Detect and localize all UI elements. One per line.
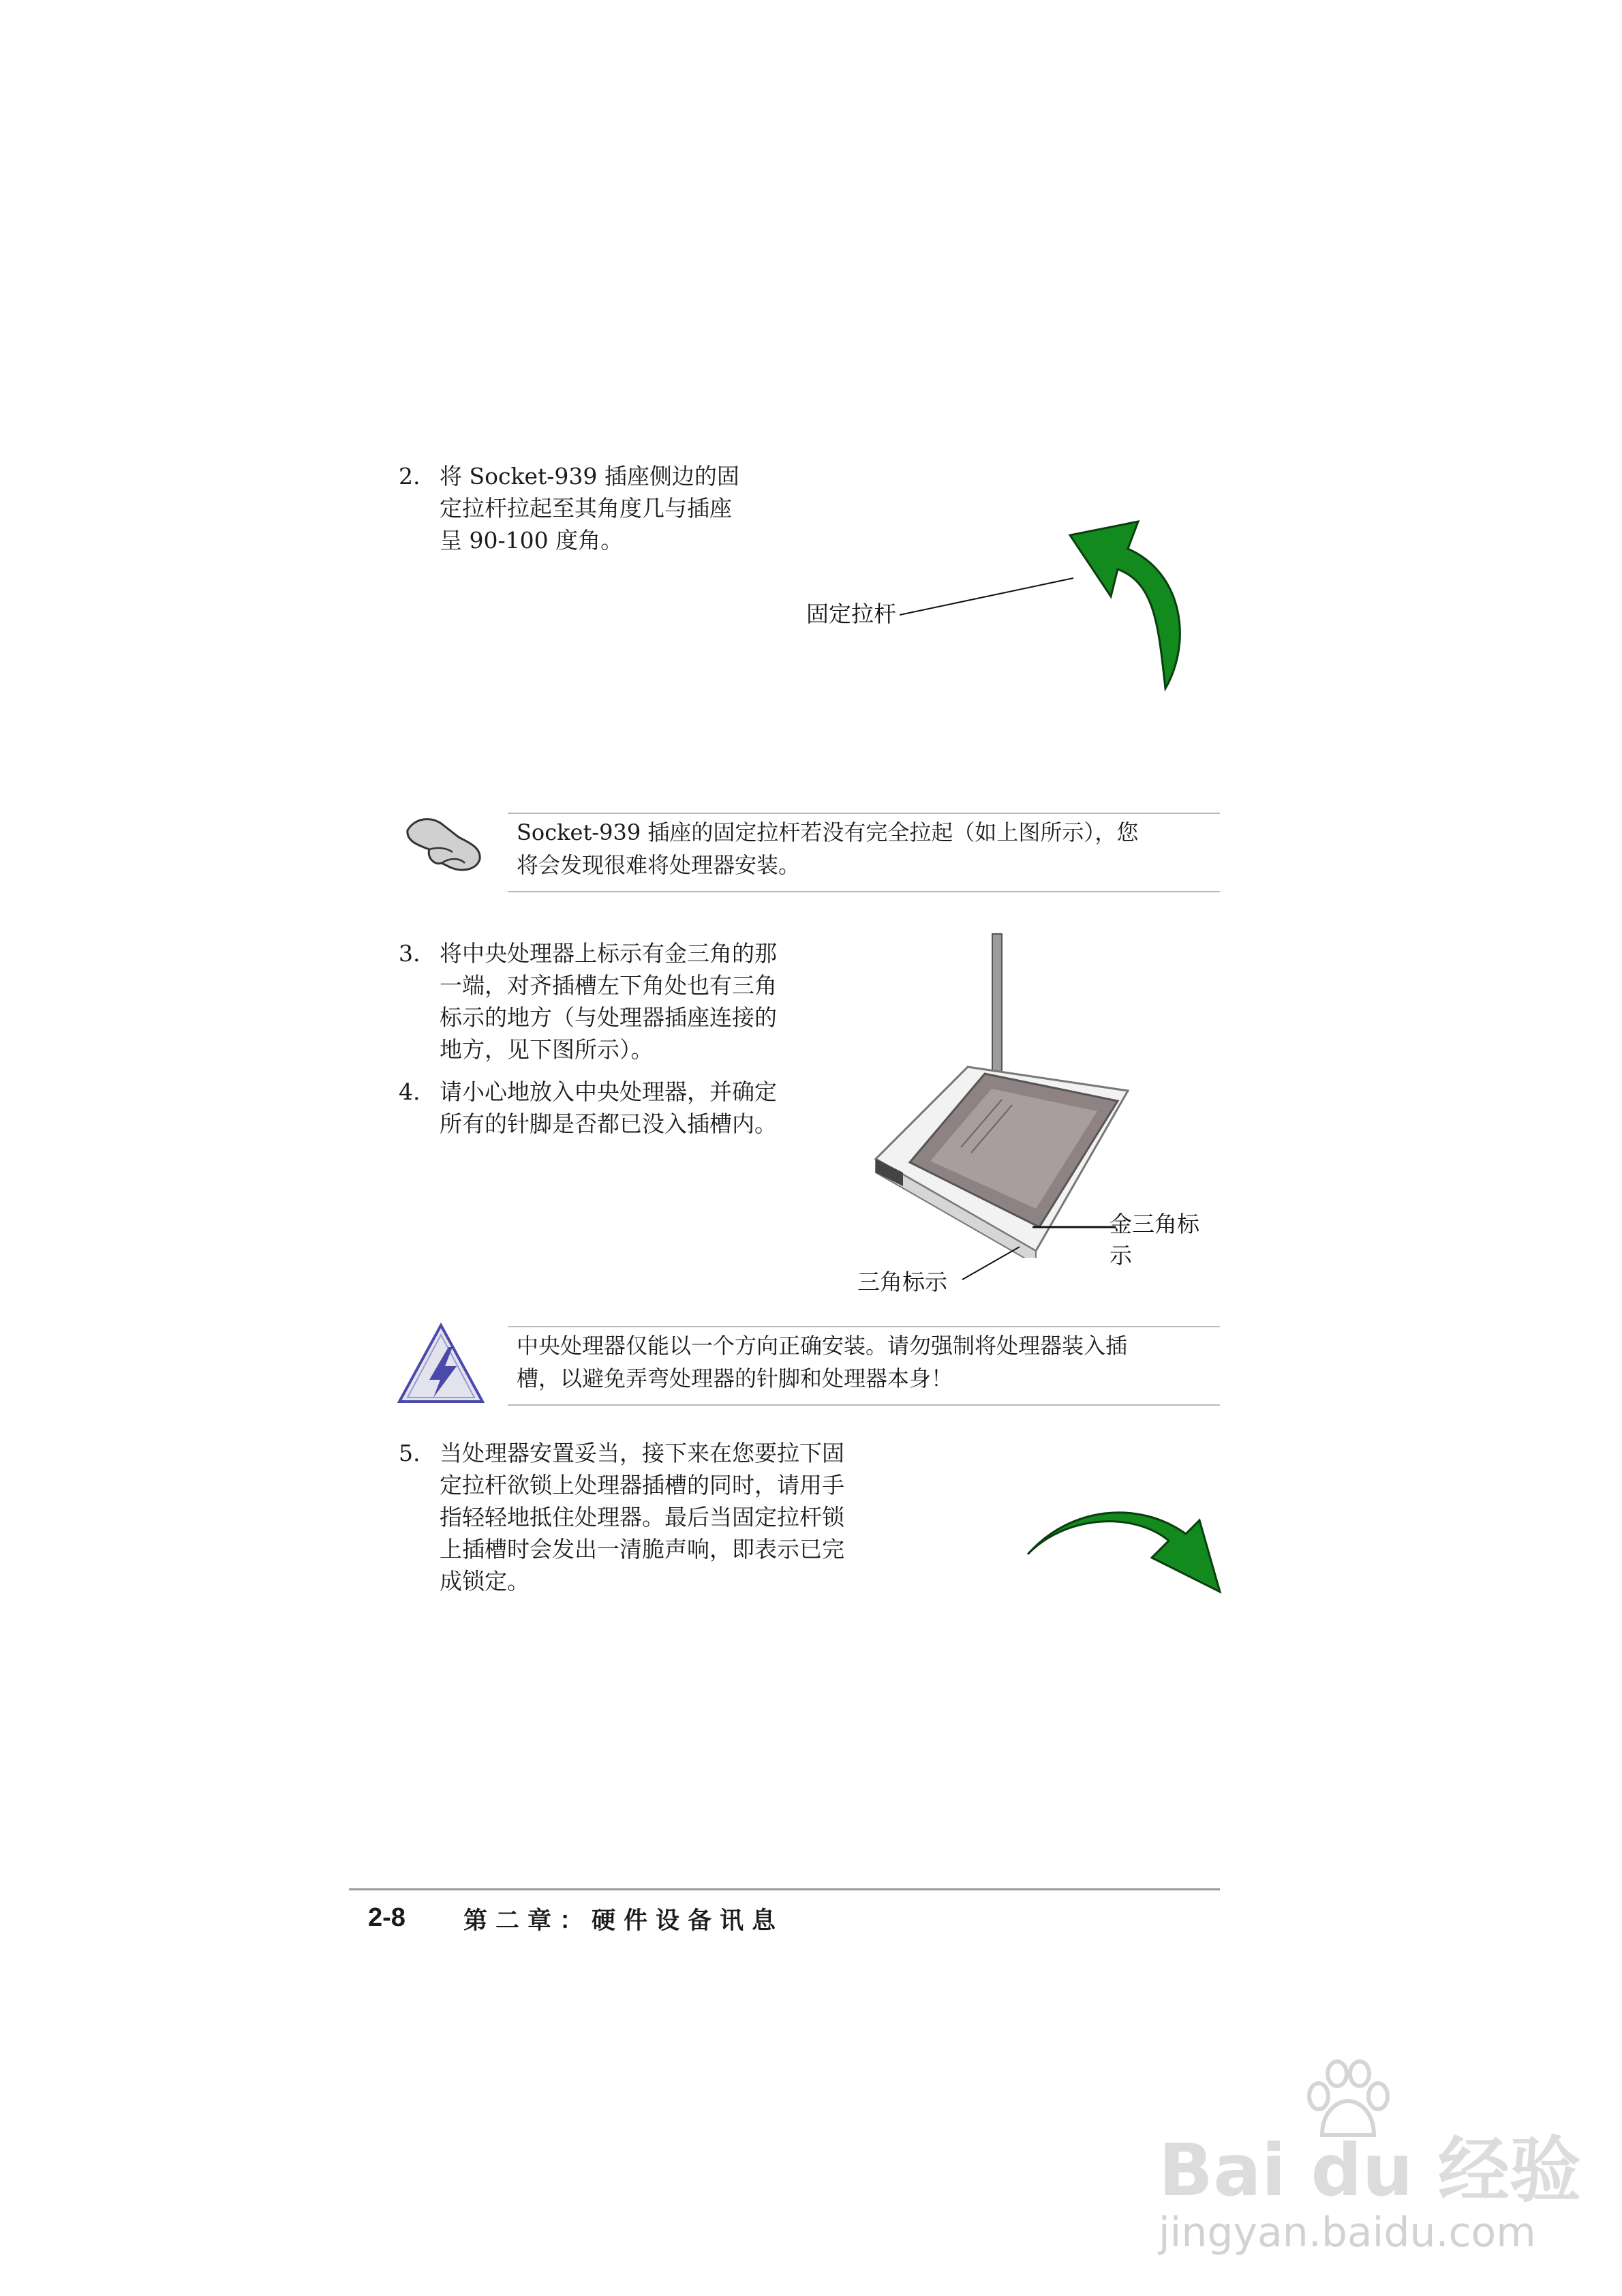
watermark-brand: Bai du 经验: [1159, 2129, 1581, 2212]
step-3: [399, 937, 842, 1067]
hand-note-icon: [401, 810, 489, 885]
step-text: 请小心地放入中央处理器，并确定 所有的针脚是否都已没入插槽内。: [440, 1078, 777, 1137]
step-4: [399, 1076, 842, 1144]
gold-triangle-leader-line: [1032, 1220, 1118, 1234]
lever-callout: 固定拉杆: [806, 601, 896, 627]
lever-leader-line: [900, 573, 1077, 620]
warning-icon: [395, 1321, 487, 1406]
page-number: 2-8: [368, 1903, 406, 1932]
step-text: 将中央处理器上标示有金三角的那 一端，对齐插槽左下角处也有三角 标示的地方（与处理器插座连接的 地方，见下图所示）。: [440, 940, 777, 1063]
lever-down-arrow-icon: [1022, 1510, 1227, 1599]
step-number: 3.: [399, 940, 420, 967]
step-2: [399, 460, 808, 562]
step-text: 将 Socket-939 插座侧边的固 定拉杆拉起至其角度几与插座 呈 90-100 度角。: [440, 463, 739, 554]
note-2-top-rule: [508, 1326, 1220, 1327]
note-1-text: Socket-939 插座的固定拉杆若没有完全拉起（如上图所示），您 将会发现很难将处理器安装。: [517, 819, 1139, 878]
note-1-top-rule: [508, 813, 1220, 814]
gold-triangle-callout: 金三角标 示: [1110, 1211, 1199, 1269]
watermark-url: jingyan.baidu.com: [1159, 2209, 1536, 2256]
step-number: 4.: [399, 1078, 420, 1105]
note-2-text: 中央处理器仅能以一个方向正确安装。请勿强制将处理器装入插 槽，以避免弄弯处理器的针脚和处理器本身！: [517, 1333, 1128, 1391]
step-text: 当处理器安置妥当，接下来在您要拉下固 定拉杆欲锁上处理器插槽的同时，请用手 指轻轻地抵住处理器。最后当固定拉杆锁 上插槽时会发出一清脆声响，即表示已完 成锁定。: [440, 1440, 844, 1595]
step-5: [399, 1437, 917, 1604]
triangle-leader-line: [961, 1244, 1022, 1282]
note-2-bottom-rule: [508, 1404, 1220, 1406]
step-number: 5.: [399, 1440, 420, 1466]
footer-rule: [349, 1888, 1220, 1890]
lever-up-arrow-icon: [1063, 470, 1220, 695]
cpu-socket-illustration: [866, 931, 1152, 1258]
note-1-bottom-rule: [508, 891, 1220, 892]
step-number: 2.: [399, 463, 420, 489]
chapter-title: 第二章：硬件设备讯息: [463, 1907, 784, 1935]
triangle-callout: 三角标示: [857, 1269, 947, 1295]
